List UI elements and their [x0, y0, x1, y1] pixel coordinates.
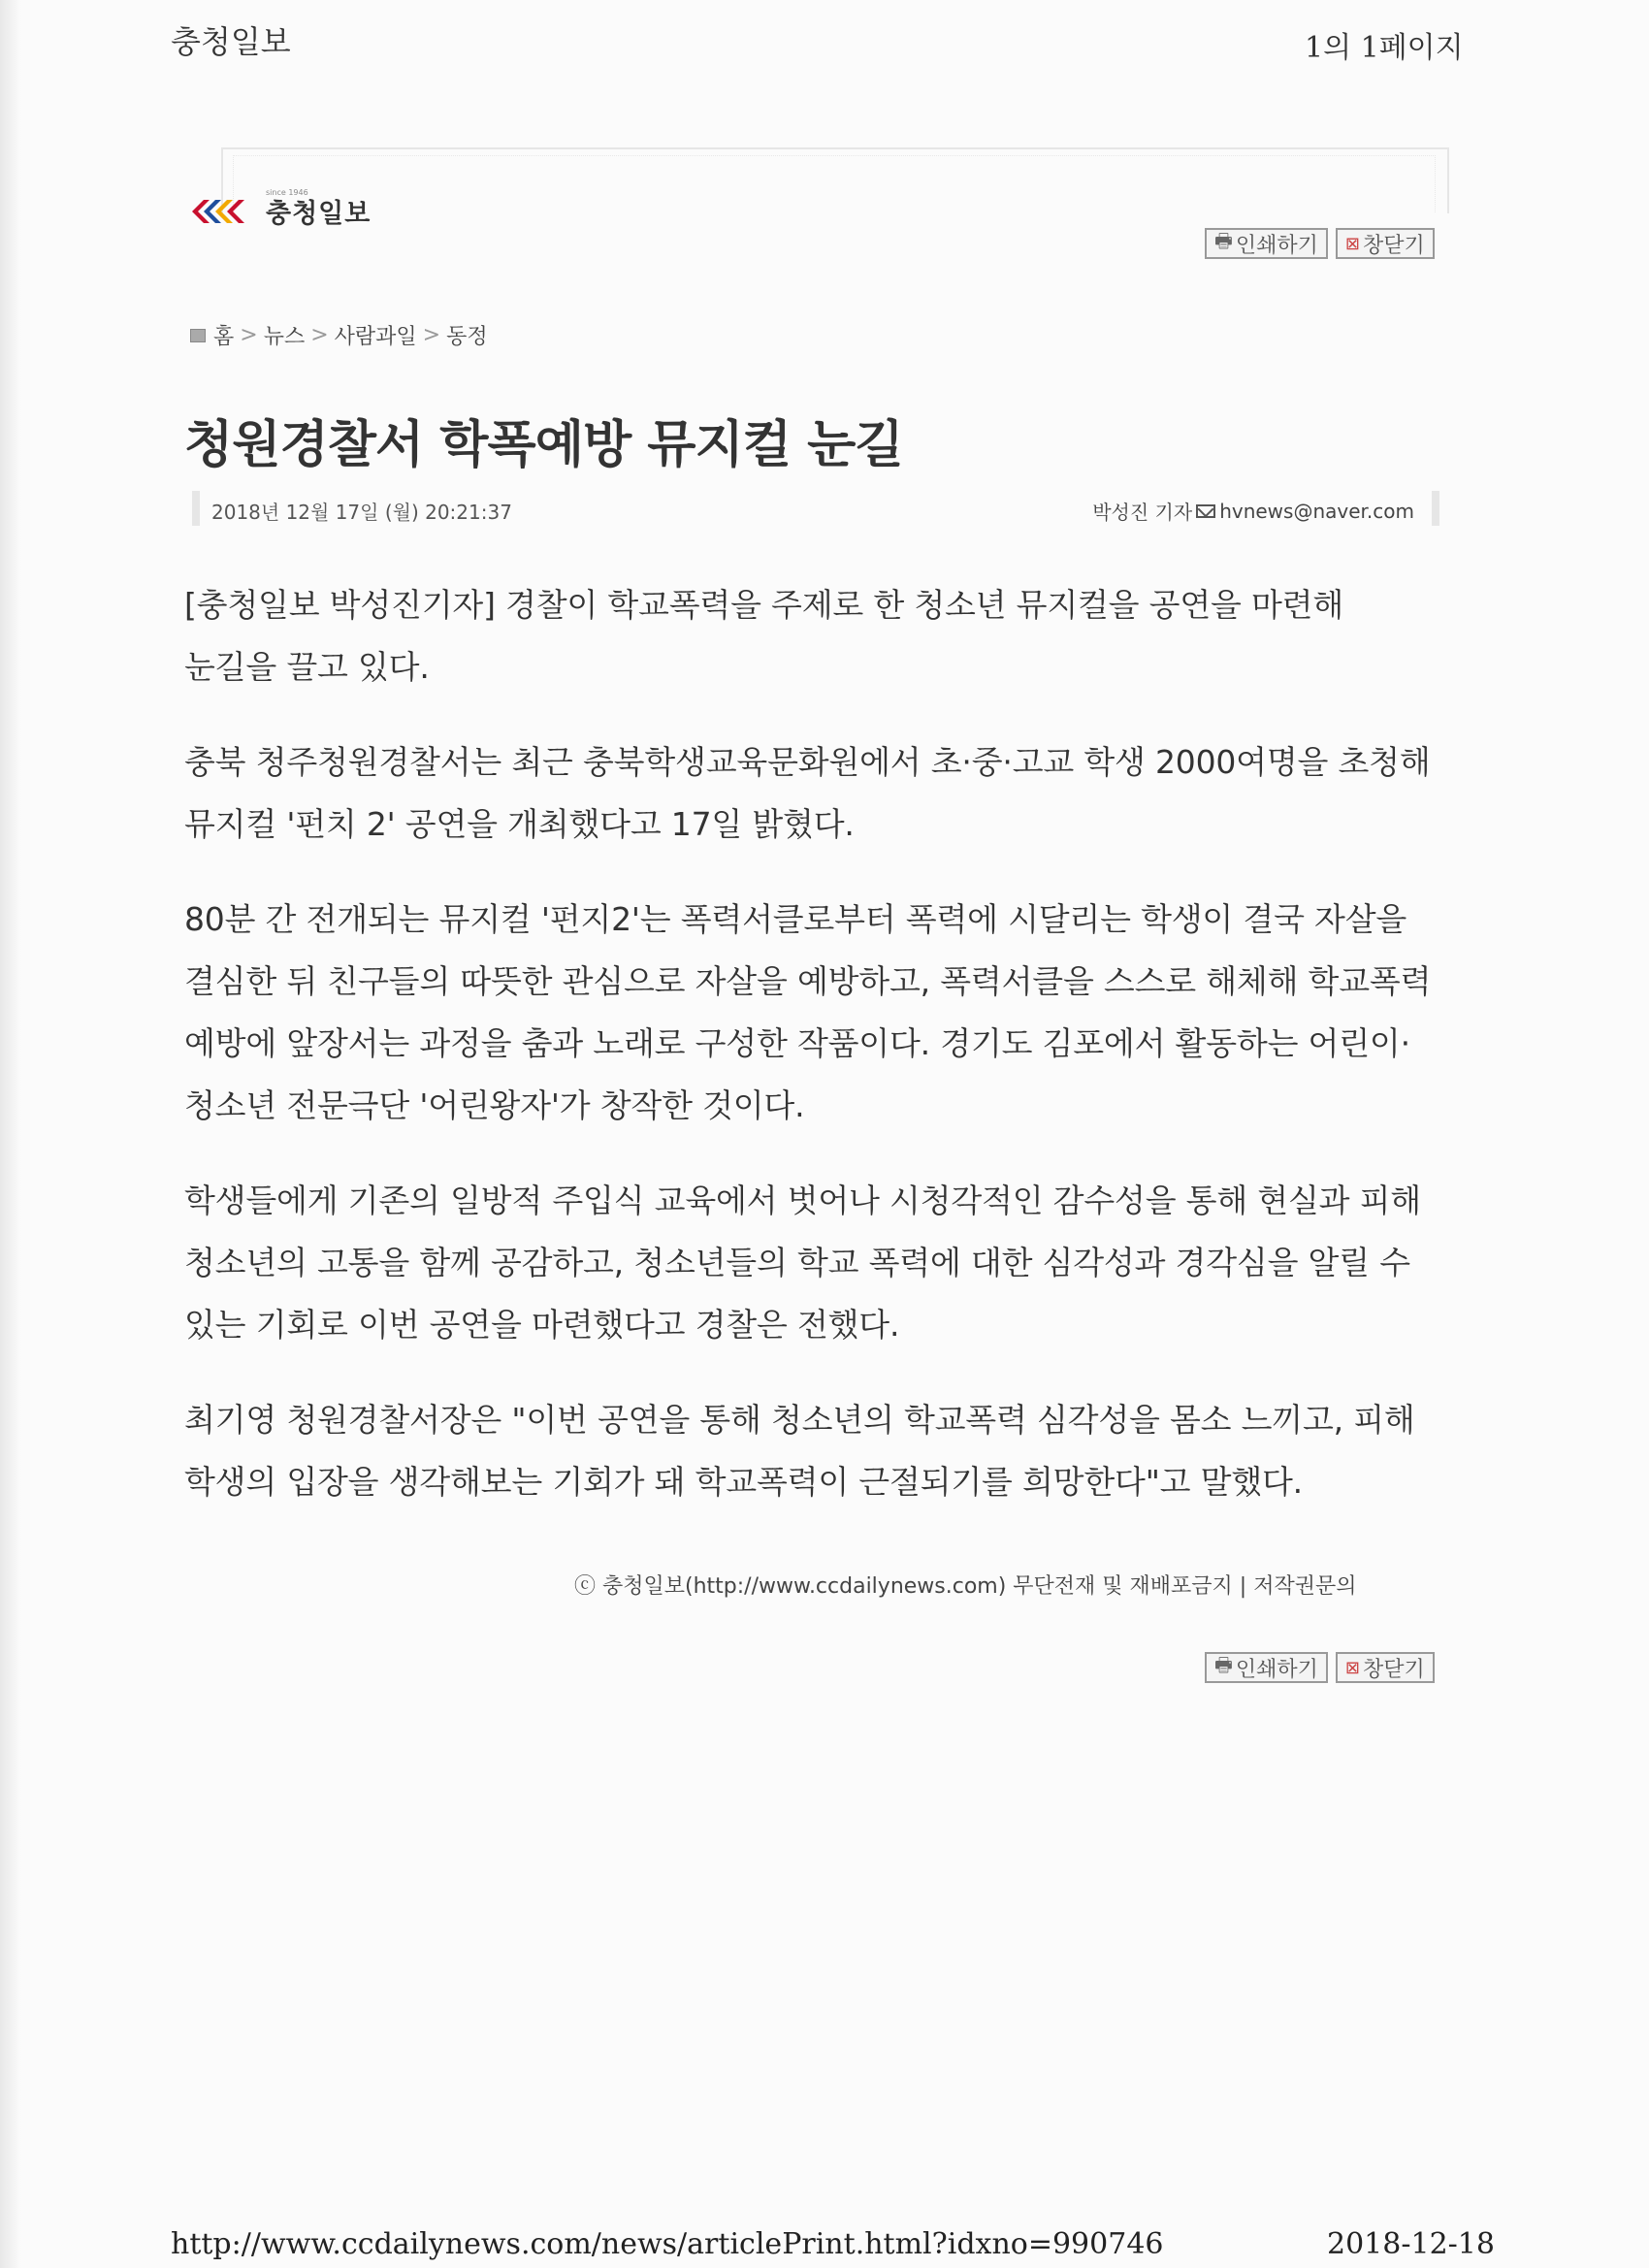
article-paragraph: 학생들에게 기존의 일방적 주입식 교육에서 벗어나 시청각적인 감수성을 통해 현실과 피해 청소년의 고통을 함께 공감하고, 청소년들의 학교 폭력에 대한 심각성과 경각심을 알릴 수 있는 기회로 이번 공연을 마련했다고 경찰은 전했다. — [184, 1182, 1421, 1344]
print-footer-date: 2018-12-18 — [1327, 2227, 1495, 2261]
bottom-button-group — [1205, 1652, 1435, 1683]
meta-edge — [192, 491, 200, 526]
article-body — [184, 574, 1445, 1546]
article-paragraph: 80분 간 전개되는 뮤지컬 '펀지2'는 폭력서클로부터 폭력에 시달리는 학생이 결국 자살을 결심한 뒤 친구들의 따뜻한 관심으로 자살을 예방하고, 폭력서클을 스스로 해체해 학교폭력 예방에 앞장서는 과정을 춤과 노래로 구성한 작품이다. 경기도 김포에서 활동하는 어린이·청소년 전문극단 '어린왕자'가 창작한 것이다. — [184, 900, 1432, 1124]
chevron-right-icon: > — [240, 323, 258, 347]
copyright-notice: ⓒ 충청일보(http://www.ccdailynews.com) 무단전재 및 재배포금지 | 저작권문의 — [574, 1574, 1357, 1599]
logo-tagline: since 1946 — [266, 188, 308, 197]
breadcrumb-home[interactable]: 홈 — [213, 325, 235, 349]
close-button-label: 창닫기 — [1363, 1657, 1425, 1682]
mail-icon[interactable] — [1196, 504, 1215, 518]
article-paragraph: 최기영 청원경찰서장은 "이번 공연을 통해 청소년의 학교폭력 심각성을 몸소 느끼고, 피해 학생의 입장을 생각해보는 기회가 돼 학교폭력이 근절되기를 희망한다"고 말했다. — [184, 1401, 1415, 1501]
close-window-button[interactable] — [1336, 1652, 1435, 1683]
close-icon: ⊠ — [1344, 1657, 1360, 1678]
breadcrumb — [190, 320, 488, 350]
article-headline: 청원경찰서 학폭예방 뮤지컬 눈길 — [184, 416, 903, 474]
meta-edge — [1432, 491, 1439, 526]
print-button-label: 인쇄하기 — [1235, 1657, 1318, 1682]
breadcrumb-people[interactable]: 사람과일 — [334, 325, 417, 349]
print-header-page: 1의 1페이지 — [1305, 31, 1464, 65]
chevron-right-icon: > — [422, 323, 441, 347]
breadcrumb-current[interactable]: 동정 — [446, 325, 488, 349]
article-meta — [192, 491, 1439, 526]
breadcrumb-news[interactable]: 뉴스 — [263, 325, 306, 349]
article-paragraph: 충북 청주청원경찰서는 최근 충북학생교육문화원에서 초·중·고교 학생 2000여명을 초청해 뮤지컬 '펀치 2' 공연을 개최했다고 17일 밝혔다. — [184, 743, 1431, 843]
printer-icon: 🖶 — [1214, 1653, 1233, 1676]
print-header-site: 충청일보 — [171, 23, 291, 60]
reporter-email[interactable]: hvnews@naver.com — [1219, 499, 1414, 523]
close-button-label: 창닫기 — [1363, 233, 1425, 258]
chevron-right-icon: > — [310, 323, 329, 347]
logo-mark-icon — [190, 194, 260, 229]
close-window-button[interactable] — [1336, 228, 1435, 259]
article-reporter — [1092, 497, 1414, 525]
article-paragraph: [충청일보 박성진기자] 경찰이 학교폭력을 주제로 한 청소년 뮤지컬을 공연을 마련해 눈길을 끌고 있다. — [184, 586, 1344, 686]
close-icon: ⊠ — [1344, 233, 1360, 254]
top-button-group — [1205, 228, 1435, 259]
logo-text: 충청일보 — [266, 199, 372, 229]
reporter-name: 박성진 기자 — [1092, 501, 1193, 524]
site-logo[interactable] — [190, 188, 372, 230]
print-footer-url: http://www.ccdailynews.com/news/articlePrint.html?idxno=990746 — [171, 2227, 1164, 2261]
print-button[interactable] — [1205, 228, 1328, 259]
print-button[interactable] — [1205, 1652, 1328, 1683]
article-date: 2018년 12월 17일 (월) 20:21:37 — [211, 501, 512, 524]
home-icon — [190, 329, 206, 342]
scan-edge — [0, 0, 21, 2268]
header-frame-inner — [233, 155, 1436, 212]
printer-icon: 🖶 — [1214, 229, 1233, 252]
print-button-label: 인쇄하기 — [1235, 233, 1318, 258]
